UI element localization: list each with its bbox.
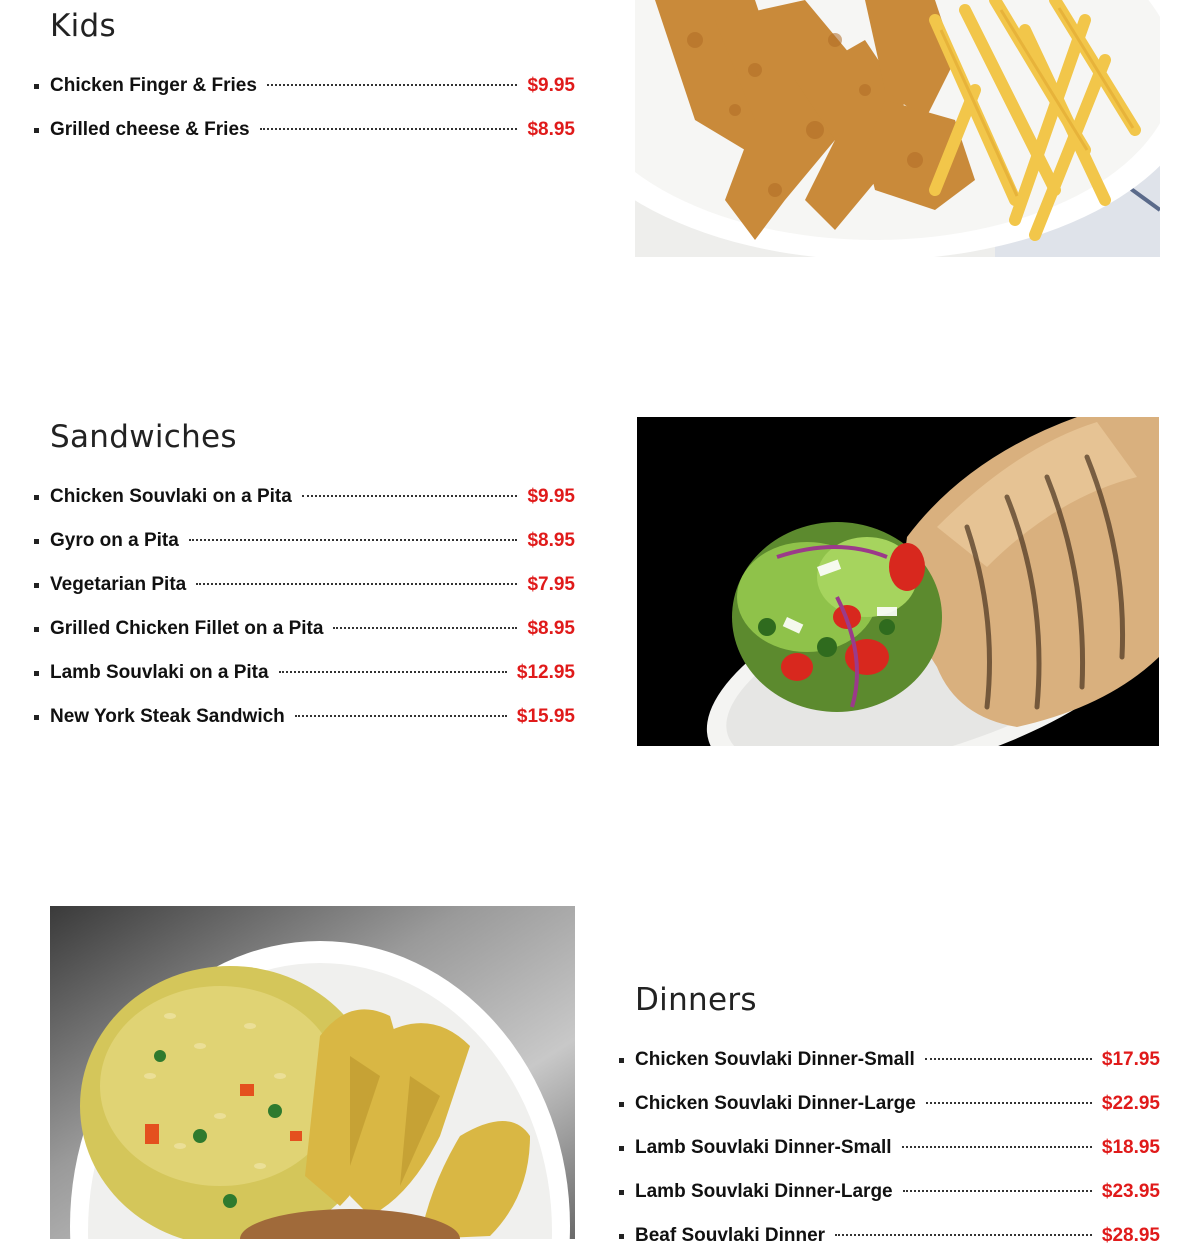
item-name: New York Steak Sandwich xyxy=(50,706,285,727)
dotted-leader xyxy=(196,583,517,585)
item-name: Chicken Finger & Fries xyxy=(50,75,257,96)
rice-potato-plate-photo xyxy=(50,906,575,1239)
item-price: $12.95 xyxy=(516,662,575,683)
menu-item xyxy=(635,1038,1160,1082)
pita-wrap-icon xyxy=(637,417,1159,746)
dinners-title: Dinners xyxy=(635,982,757,1018)
item-price: $18.95 xyxy=(1101,1137,1160,1158)
dotted-leader xyxy=(267,84,518,86)
item-price: $8.95 xyxy=(527,530,575,551)
menu-item xyxy=(50,607,575,651)
item-name: Lamb Souvlaki Dinner-Small xyxy=(635,1137,892,1158)
menu-item xyxy=(635,1170,1160,1214)
menu-item xyxy=(50,108,575,152)
dotted-leader xyxy=(333,627,517,629)
pita-wrap-photo xyxy=(637,417,1159,746)
dinners-menu-list xyxy=(635,1038,1160,1258)
dotted-leader xyxy=(835,1234,1092,1236)
dotted-leader xyxy=(926,1102,1092,1104)
item-name: Beaf Souvlaki Dinner xyxy=(635,1225,826,1246)
menu-item xyxy=(50,475,575,519)
item-name: Gyro on a Pita xyxy=(50,530,179,551)
item-price: $7.95 xyxy=(527,574,575,595)
item-name: Chicken Souvlaki Dinner-Large xyxy=(635,1093,916,1114)
item-name: Chicken Souvlaki Dinner-Small xyxy=(635,1049,915,1070)
item-price: $8.95 xyxy=(527,618,575,639)
dotted-leader xyxy=(902,1146,1092,1148)
kids-menu-list xyxy=(50,64,575,152)
item-name: Vegetarian Pita xyxy=(50,574,187,595)
dotted-leader xyxy=(925,1058,1092,1060)
menu-item xyxy=(635,1126,1160,1170)
item-price: $9.95 xyxy=(527,75,575,96)
item-name: Chicken Souvlaki on a Pita xyxy=(50,486,292,507)
menu-item xyxy=(635,1082,1160,1126)
sandwiches-menu-list xyxy=(50,475,575,739)
item-price: $17.95 xyxy=(1101,1049,1160,1070)
sandwiches-title: Sandwiches xyxy=(50,419,237,455)
chicken-fingers-fries-photo xyxy=(635,0,1160,257)
menu-item xyxy=(50,695,575,739)
item-price: $28.95 xyxy=(1101,1225,1160,1246)
menu-item xyxy=(50,651,575,695)
item-price: $8.95 xyxy=(527,119,575,140)
item-price: $23.95 xyxy=(1101,1181,1160,1202)
item-price: $22.95 xyxy=(1101,1093,1160,1114)
dotted-leader xyxy=(189,539,518,541)
item-name: Grilled Chicken Fillet on a Pita xyxy=(50,618,324,639)
item-name: Lamb Souvlaki Dinner-Large xyxy=(635,1181,893,1202)
menu-item xyxy=(635,1214,1160,1258)
rice-potato-plate-icon xyxy=(50,906,575,1239)
item-price: $9.95 xyxy=(527,486,575,507)
dotted-leader xyxy=(279,671,507,673)
kids-title: Kids xyxy=(50,8,116,44)
item-name: Lamb Souvlaki on a Pita xyxy=(50,662,269,683)
chicken-fingers-fries-icon xyxy=(635,0,1160,257)
dotted-leader xyxy=(295,715,507,717)
menu-item xyxy=(50,519,575,563)
item-name: Grilled cheese & Fries xyxy=(50,119,250,140)
menu-item xyxy=(50,64,575,108)
item-price: $15.95 xyxy=(516,706,575,727)
dotted-leader xyxy=(302,495,518,497)
dotted-leader xyxy=(260,128,518,130)
dotted-leader xyxy=(903,1190,1092,1192)
menu-item xyxy=(50,563,575,607)
